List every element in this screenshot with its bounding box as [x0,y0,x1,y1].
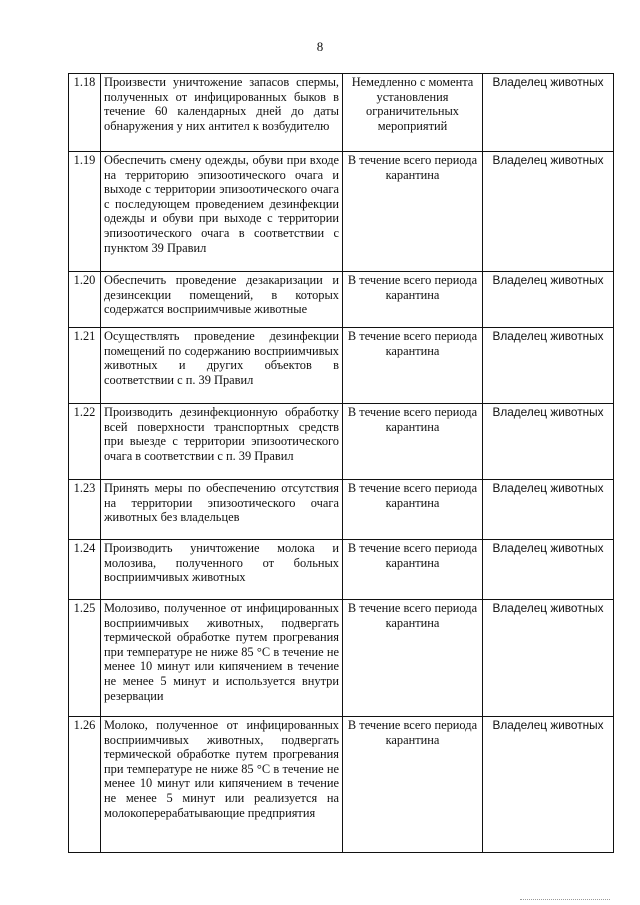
table-row [69,717,614,853]
measure-term: В течение всего периода карантина [343,272,483,328]
row-number: 1.24 [69,540,101,600]
measure-term: В течение всего периода карантина [343,152,483,272]
measure-term: Немедленно с момента установления ограничительных мероприятий [343,74,483,152]
table-row [69,152,614,272]
measure-text: Обеспечить смену одежды, обуви при входе на территорию эпизоотического очага и выходе с территории эпизоотического очага с последующем проведением дезинфекции одежды и обуви при выходе с территории эпизоотического очага в соответствии с пунктом 39 Правил [101,152,343,272]
table-row [69,328,614,404]
measure-text: Молозиво, полученное от инфицированных восприимчивых животных, подвергать термической обработке путем прогревания при температуре не ниже 85 °С в течение не менее 10 минут или кипячением в течение не менее 5 минут и используется внутри резервации [101,600,343,717]
measure-responsible: Владелец животных [483,272,614,328]
measure-text: Молоко, полученное от инфицированных восприимчивых животных, подвергать термической обработке путем прогревания при температуре не ниже 85 °С в течение не менее 10 минут или кипячением в течение не менее 5 минут или реализуется на молокоперерабатывающие предприятия [101,717,343,853]
measure-responsible: Владелец животных [483,717,614,853]
row-number: 1.23 [69,480,101,540]
measure-responsible: Владелец животных [483,404,614,480]
measure-responsible: Владелец животных [483,540,614,600]
measure-term: В течение всего периода карантина [343,717,483,853]
measure-responsible: Владелец животных [483,328,614,404]
measure-responsible: Владелец животных [483,74,614,152]
row-number: 1.21 [69,328,101,404]
table-row [69,600,614,717]
measure-text: Осуществлять проведение дезинфекции помещений по содержанию восприимчивых животных и других объектов в соответствии с п. 39 Правил [101,328,343,404]
measure-text: Принять меры по обеспечению отсутствия на территории эпизоотического очага животных без владельцев [101,480,343,540]
measure-responsible: Владелец животных [483,152,614,272]
measure-text: Производить дезинфекционную обработку всей поверхности транспортных средств при выезде с территории эпизоотического очага в соответствии с п. 39 Правил [101,404,343,480]
row-number: 1.22 [69,404,101,480]
row-number: 1.25 [69,600,101,717]
measure-term: В течение всего периода карантина [343,404,483,480]
measure-text: Производить уничтожение молока и молозива, полученного от больных восприимчивых животных [101,540,343,600]
measure-responsible: Владелец животных [483,480,614,540]
table-row [69,540,614,600]
measure-term: В течение всего периода карантина [343,480,483,540]
row-number: 1.19 [69,152,101,272]
measure-term: В течение всего периода карантина [343,540,483,600]
measure-term: В течение всего периода карантина [343,328,483,404]
page-number: 8 [316,39,324,54]
measure-text: Обеспечить проведение дезакаризации и дезинсекции помещений, в которых содержатся восприимчивые животные [101,272,343,328]
row-number: 1.18 [69,74,101,152]
scan-edge-mark [520,899,610,901]
measure-term: В течение всего периода карантина [343,600,483,717]
measures-table-body [69,74,614,853]
measures-table [68,73,614,853]
table-row [69,404,614,480]
table-row [69,74,614,152]
measure-text: Произвести уничтожение запасов спермы, полученных от инфицированных быков в течение 60 календарных дней до даты обнаружения у них антител к возбудителю [101,74,343,152]
table-row [69,480,614,540]
row-number: 1.20 [69,272,101,328]
table-row [69,272,614,328]
measure-responsible: Владелец животных [483,600,614,717]
row-number: 1.26 [69,717,101,853]
